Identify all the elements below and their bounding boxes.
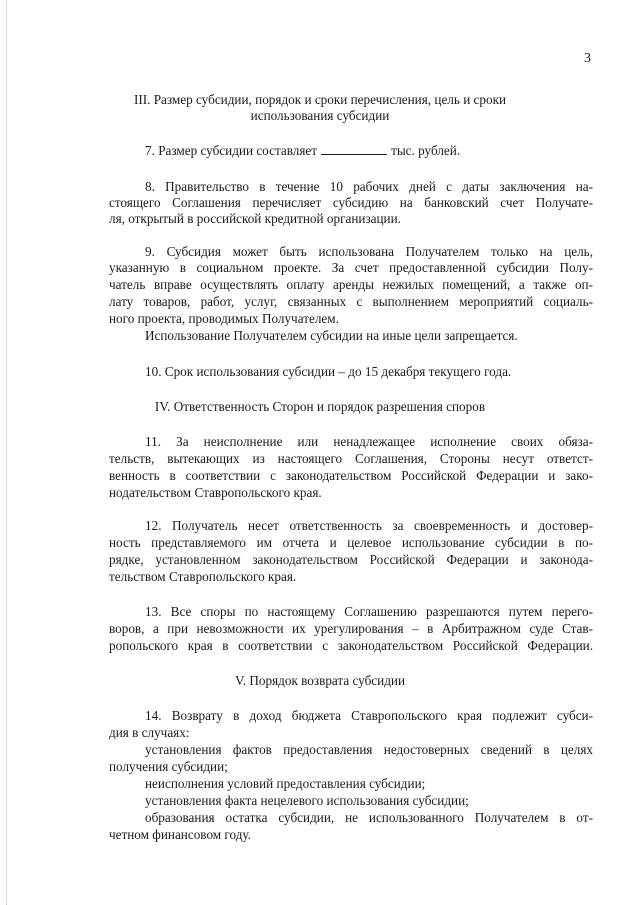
section-3-heading-line-2: использования субсидии: [250, 108, 390, 123]
paragraph-7-unit: тыс. рублей.: [391, 143, 461, 158]
section-4-heading: IV. Ответственность Сторон и порядок разрешения споров: [154, 399, 486, 414]
list-item-line: неисполнения условий предоставления субсидии;: [145, 776, 426, 791]
paragraph-9-line: 9. Субсидия может быть использована Получателем только на цель,: [145, 244, 593, 259]
paragraph-9-line: чатель вправе осуществлять оплату аренды нежилых помещений, а также оп-: [109, 277, 593, 292]
amount-blank-field: [321, 144, 387, 155]
paragraph-9-line: ного проекта, проводимых Получателем.: [109, 311, 339, 326]
paragraph-9-prohibition: Использование Получателем субсидии на иные цели запрещается.: [145, 328, 518, 343]
paragraph-14-line: дия в случаях:: [109, 725, 190, 740]
page-number: 3: [584, 51, 591, 66]
paragraph-12-line: тельством Ставропольского края.: [109, 569, 297, 584]
paragraph-11-line: тельств, вытекающих из настоящего Соглашения, Стороны несут ответст-: [109, 451, 593, 466]
paragraph-13-line: 13. Все споры по настоящему Соглашению разрешаются путем перего-: [145, 604, 593, 619]
list-item-line: установления факта нецелевого использования субсидии;: [145, 793, 469, 808]
paragraph-9-line: лату товаров, работ, услуг, связанных с выполнением мероприятий социаль-: [109, 294, 593, 309]
paragraph-7: [145, 143, 460, 159]
list-item-line: установления фактов предоставления недостоверных сведений в целях: [145, 742, 593, 757]
paragraph-8-line: стоящего Соглашения перечисляет субсидию на банковский счет Получате-: [109, 195, 593, 210]
scan-edge-line: [6, 0, 7, 905]
paragraph-7-text: 7. Размер субсидии составляет: [145, 143, 318, 158]
paragraph-11-line: нодательством Ставропольского края.: [109, 485, 322, 500]
paragraph-8-line: 8. Правительство в течение 10 рабочих дней с даты заключения на-: [145, 179, 593, 194]
paragraph-8-line: ля, открытый в российской кредитной организации.: [109, 211, 401, 226]
paragraph-13-line: ропольского края в соответствии с законодательством Российской Федерации.: [109, 638, 593, 653]
list-item-line: образования остатка субсидии, не использованного Получателем в от-: [145, 810, 593, 825]
paragraph-11-line: венность в соответствии с законодательством Российской Федерации и зако-: [109, 468, 593, 483]
paragraph-12-line: ность представляемого им отчета и целевое использование субсидии в по-: [109, 535, 593, 550]
paragraph-12-line: 12. Получатель несет ответственность за своевременность и достовер-: [145, 518, 593, 533]
list-item-line: четном финансовом году.: [109, 827, 252, 842]
list-item-line: получения субсидии;: [109, 759, 228, 774]
paragraph-12-line: рядке, установленном законодательством Российской Федерации и законода-: [109, 552, 593, 567]
section-5-heading: V. Порядок возврата субсидии: [234, 673, 406, 688]
section-3-heading-line-1: III. Размер субсидии, порядок и сроки перечисления, цель и сроки: [133, 92, 507, 107]
paragraph-14-line: 14. Возврату в доход бюджета Ставропольского края подлежит субси-: [145, 708, 593, 723]
paragraph-10: 10. Срок использования субсидии – до 15 декабря текущего года.: [145, 364, 512, 379]
paragraph-11-line: 11. За неисполнение или ненадлежащее исполнение своих обяза-: [145, 434, 593, 449]
paragraph-9-line: указанную в социальном проекте. За счет предоставленной субсидии Полу-: [109, 260, 593, 275]
paragraph-13-line: воров, а при невозможности их урегулирования – в Арбитражном суде Став-: [109, 621, 593, 636]
